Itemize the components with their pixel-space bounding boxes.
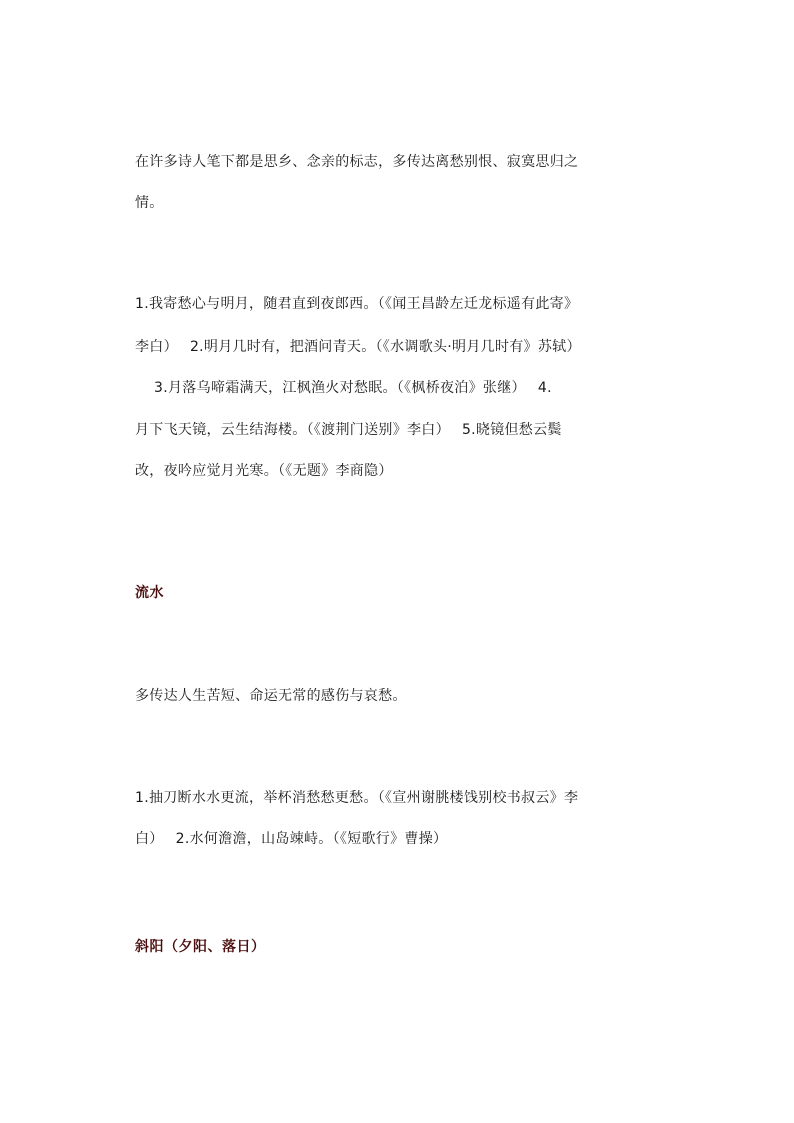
- water-quote-line-2: 白） 2.水何澹澹，山岛竦峙。（《短歌行》曹操）: [135, 831, 448, 847]
- moon-description-line-2: 情。: [135, 195, 164, 211]
- moon-quote-line-3: 3.月落乌啼霜满天，江枫渔火对愁眠。（《枫桥夜泊》张继） 4.: [135, 380, 552, 396]
- moon-quote-line-5: 改，夜吟应觉月光寒。（《无题》李商隐）: [135, 463, 393, 479]
- water-quote-line-1: 1.抽刀断水水更流，举杯消愁愁更愁。（《宣州谢朓楼饯别校书叔云》李: [135, 790, 579, 806]
- water-description: 多传达人生苦短、命运无常的感伤与哀愁。: [135, 688, 407, 704]
- moon-quote-line-2: 李白） 2.明月几时有，把酒问青天。（《水调歌头·明月几时有》苏轼）: [135, 339, 581, 355]
- moon-quote-line-1: 1.我寄愁心与明月，随君直到夜郎西。（《闻王昌龄左迁龙标遥有此寄》: [135, 296, 579, 312]
- water-heading: 流水: [135, 585, 164, 601]
- moon-description-line-1: 在许多诗人笔下都是思乡、念亲的标志，多传达离愁别恨、寂寞思归之: [135, 154, 579, 170]
- sunset-heading: 斜阳（夕阳、落日）: [135, 939, 266, 955]
- moon-quote-line-4: 月下飞天镜，云生结海楼。（《渡荆门送别》李白） 5.晓镜但愁云鬓: [135, 422, 562, 438]
